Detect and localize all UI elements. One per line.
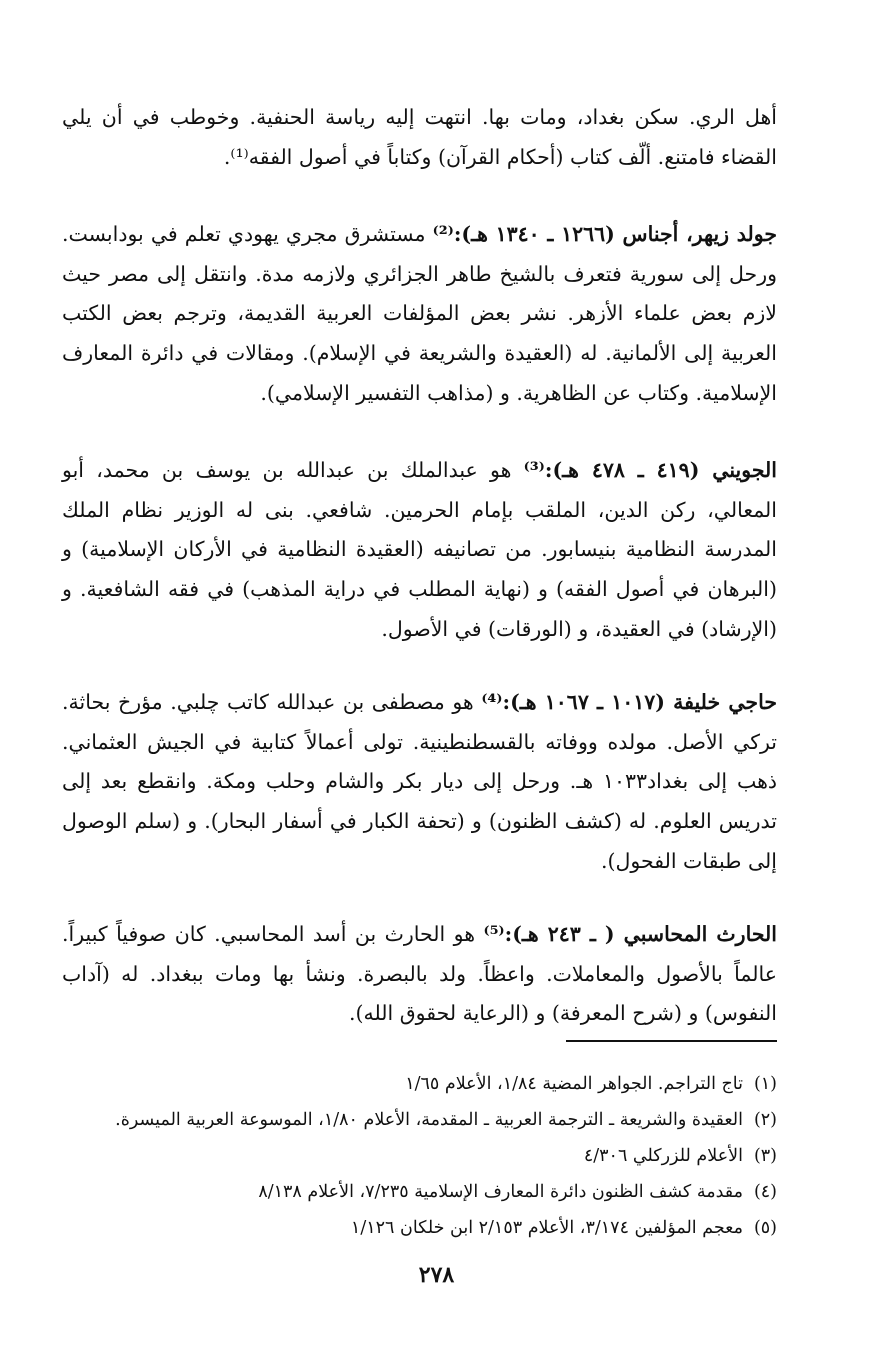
entry-body: هو عبدالملك بن عبدالله بن يوسف بن محمد، أبو المعالي، ركن الدين، الملقب بإمام الحرمين. شافعي. بنى له الوزير نظام الملك المدرسة النظامية بنيسابور. من تصانيفه (العقيدة النظامية في الأركان الإسلامية) و (البرهان في أصول الفقه) و (نهاية المطلب في دراية المذهب) في فقه الشافعية. و (الإرشاد) في العقيدة، و (الورقات) في الأصول. <box>62 458 777 641</box>
footnote-item <box>62 1138 777 1174</box>
entry-goldziher <box>62 215 777 413</box>
footnote-text: تاج التراجم. الجواهر المضية ١/٨٤، الأعلام ١/٦٥ <box>405 1074 743 1094</box>
entry-body: أهل الري. سكن بغداد، ومات بها. انتهت إليه رياسة الحنفية. وخوطب في أن يلي القضاء فامتنع. ألّف كتاب (أحكام القرآن) وكتاباً في أصول الفقه⁽¹⁾. <box>62 105 777 169</box>
page-number: ٢٧٨ <box>418 1262 455 1288</box>
footnote-item <box>62 1066 777 1102</box>
footnotes <box>62 1066 777 1246</box>
footnote-number: (٥) <box>753 1218 777 1238</box>
footnote-text: مقدمة كشف الظنون دائرة المعارف الإسلامية ٧/٢٣٥، الأعلام ٨/١٣٨ <box>258 1182 743 1202</box>
entry-head: حاجي خليفة (١٠١٧ ـ ١٠٦٧ هـ):⁽⁴⁾ <box>481 690 777 715</box>
footnote-number: (١) <box>753 1074 777 1094</box>
entry-head: الجويني (٤١٩ ـ ٤٧٨ هـ):⁽³⁾ <box>523 458 778 483</box>
entry-body: هو مصطفى بن عبدالله كاتب چلبي. مؤرخ بحاثة. تركي الأصل. مولده ووفاته بالقسطنطينية. تولى أعمالاً كتابية في الجيش العثماني. ذهب إلى بغداد١٠٣٣ هـ. ورحل إلى ديار بكر والشام وحلب ومكة. وانقطع بعد إلى تدريس العلوم. له (كشف الظنون) و (تحفة الكبار في أسفار البحار). و (سلم الوصول إلى طبقات الفحول). <box>62 690 778 873</box>
entry-continuation <box>62 98 777 177</box>
footnote-text: الأعلام للزركلي ٤/٣٠٦ <box>583 1146 743 1166</box>
entry-head: جولد زيهر، أجناس (١٢٦٦ ـ ١٣٤٠ هـ):⁽²⁾ <box>432 222 778 247</box>
footnote-text: العقيدة والشريعة ـ الترجمة العربية ـ المقدمة، الأعلام ١/٨٠، الموسوعة العربية الميسرة. <box>115 1110 743 1130</box>
footnote-number: (٣) <box>753 1146 777 1166</box>
entry-muhasibi <box>62 915 777 1034</box>
footnote-item <box>62 1174 777 1210</box>
entry-juwayni <box>62 451 777 649</box>
footnote-number: (٤) <box>753 1182 777 1202</box>
entry-hajji-khalifa <box>62 683 777 881</box>
entry-body: مستشرق مجري يهودي تعلم في بودابست. ورحل إلى سورية فتعرف بالشيخ طاهر الجزائري ولازمه مدة. وانتقل إلى مصر حيث لازم بعض علماء الأزهر. نشر بعض المؤلفات العربية القديمة، وترجم بعض الكتب العربية إلى الألمانية. له (العقيدة والشريعة في الإسلام). ومقالات في دائرة المعارف الإسلامية. وكتاب عن الظاهرية. و (مذاهب التفسير الإسلامي). <box>62 222 777 405</box>
footnote-item <box>62 1102 777 1138</box>
entry-head: الحارث المحاسبي ( ـ ٢٤٣ هـ):⁽⁵⁾ <box>483 922 778 947</box>
main-text <box>62 98 777 1034</box>
entry-body: هو الحارث بن أسد المحاسبي. كان صوفياً كبيراً. عالماً بالأصول والمعاملات. واعظاً. ولد بالبصرة. ونشأ بها ومات ببغداد. له (آداب النفوس) و (شرح المعرفة) و (الرعاية لحقوق الله). <box>62 922 777 1026</box>
footnote-divider <box>566 1040 777 1042</box>
footnote-item <box>62 1210 777 1246</box>
footnote-number: (٢) <box>753 1110 777 1130</box>
footnote-text: معجم المؤلفين ٣/١٧٤، الأعلام ٢/١٥٣ ابن خلكان ١/١٢٦ <box>350 1218 743 1238</box>
